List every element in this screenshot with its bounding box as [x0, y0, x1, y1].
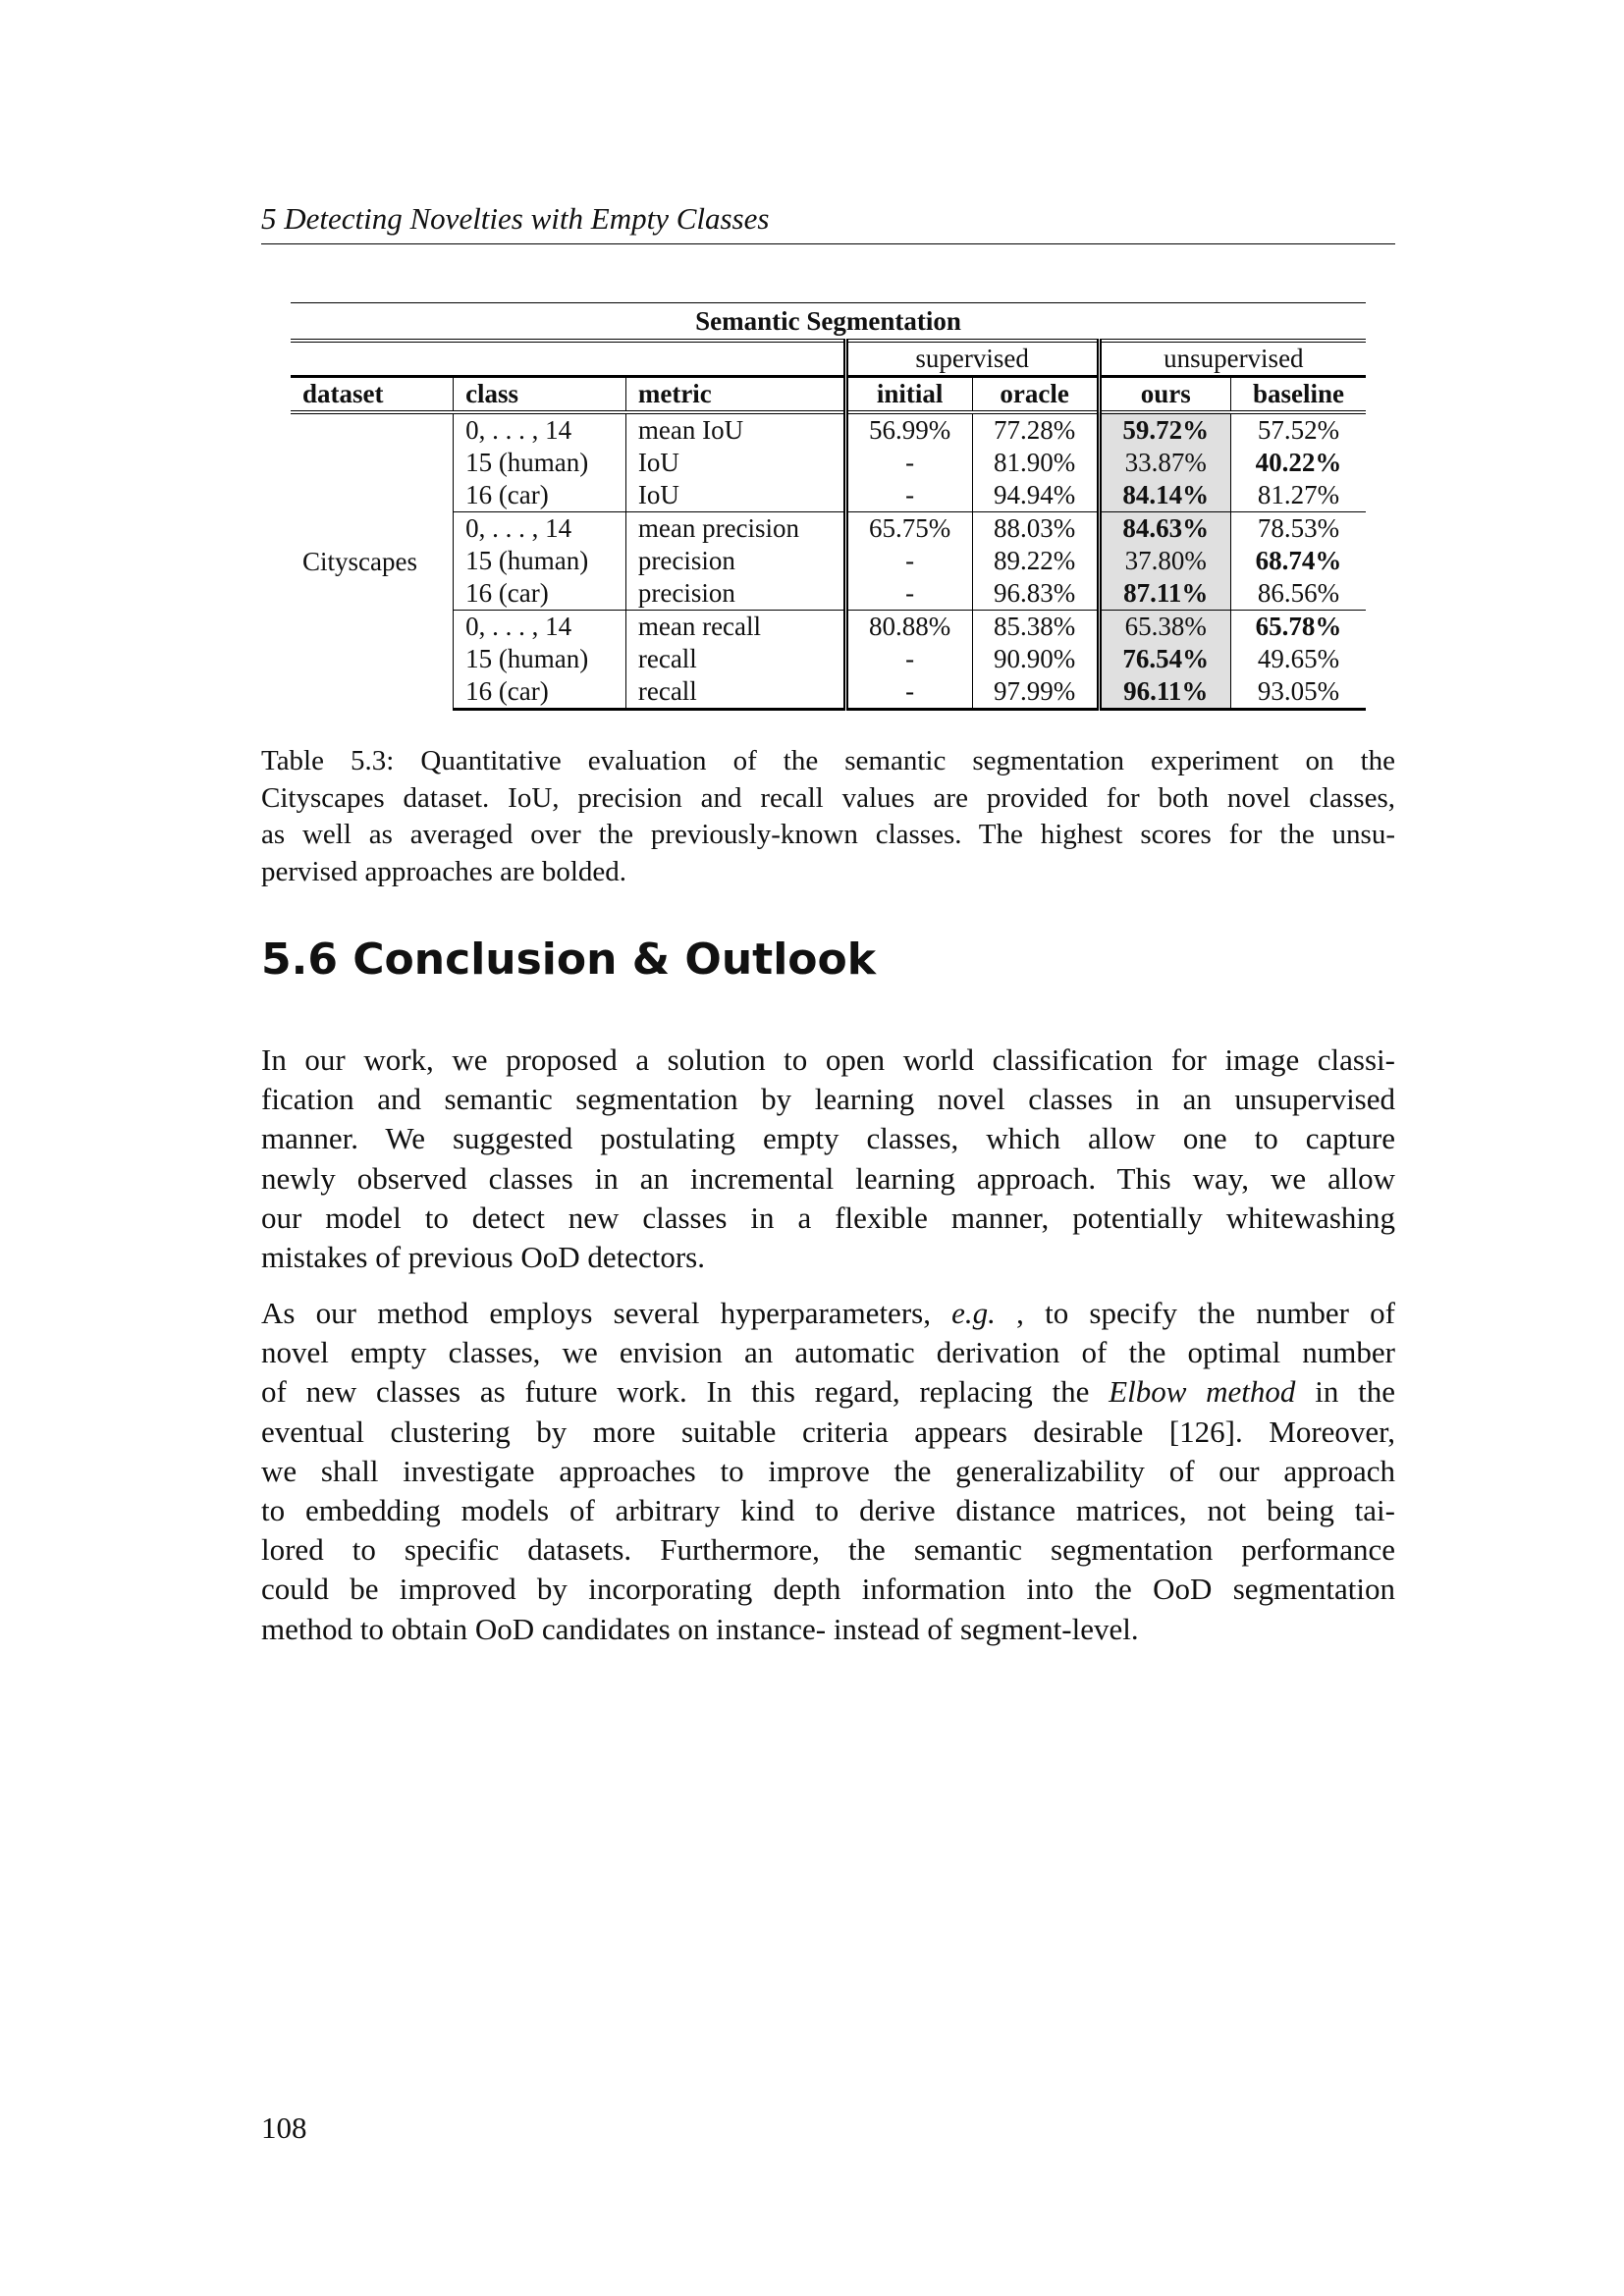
cell-class: 16 (car): [454, 675, 626, 710]
cell-metric: IoU: [625, 479, 845, 512]
cell-initial: -: [845, 577, 972, 611]
text-line: As our method employs several hyperparameters, e.g. , to specify the number of: [261, 1296, 1395, 1330]
cell-baseline: 40.22%: [1255, 448, 1342, 477]
col-class: class: [454, 377, 626, 413]
paragraph-2: [261, 1294, 1395, 1649]
cell-baseline: 68.74%: [1255, 546, 1342, 575]
cell-initial: 56.99%: [845, 412, 972, 447]
cell-class: 16 (car): [454, 577, 626, 611]
cell-initial: -: [845, 675, 972, 710]
text-line: manner. We suggested postulating empty classes, which allow one to capture: [261, 1121, 1395, 1156]
cell-ours: 37.80%: [1099, 545, 1230, 577]
cell-metric: mean IoU: [625, 412, 845, 447]
page-number: 108: [261, 2110, 307, 2145]
cell-baseline: 78.53%: [1230, 512, 1366, 546]
group-unsupervised: unsupervised: [1099, 341, 1366, 377]
cell-ours: 87.11%: [1099, 577, 1230, 611]
cell-oracle: 88.03%: [972, 512, 1099, 546]
cell-metric: IoU: [625, 447, 845, 479]
text-line: could be improved by incorporating depth information into the OoD segmentation: [261, 1572, 1395, 1607]
cell-oracle: 96.83%: [972, 577, 1099, 611]
cell-baseline: 86.56%: [1257, 578, 1340, 608]
cell-ours: 84.14%: [1099, 479, 1230, 512]
cell-initial: -: [845, 643, 972, 675]
header-rule: [261, 243, 1395, 244]
text-line: Table 5.3: Quantitative evaluation of the semantic segmentation experiment on the: [261, 745, 1395, 776]
table-title: Semantic Segmentation: [291, 303, 1366, 342]
text-line: of new classes as future work. In this regard, replacing the Elbow method in the: [261, 1374, 1395, 1410]
cell-metric: precision: [625, 577, 845, 611]
group-supervised: supervised: [845, 341, 1099, 377]
col-baseline: baseline: [1230, 377, 1366, 413]
cell-oracle: 90.90%: [972, 643, 1099, 675]
text-line: we shall investigate approaches to improve the generalizability of our approach: [261, 1453, 1395, 1488]
cell-baseline: 57.52%: [1257, 415, 1340, 445]
text-line: newly observed classes in an incremental learning approach. This way, we allow: [261, 1160, 1395, 1196]
text-line: lored to specific datasets. Furthermore, the semantic segmentation performance: [261, 1532, 1395, 1568]
text-line: Cityscapes dataset. IoU, precision and recall values are provided for both novel classes,: [261, 781, 1395, 814]
cell-class: 0, . . . , 14: [454, 512, 626, 546]
cell-class: 0, . . . , 14: [454, 412, 626, 447]
cell-initial: -: [845, 447, 972, 479]
text-line: eventual clustering by more suitable criteria appears desirable [126]. Moreover,: [261, 1414, 1395, 1449]
cell-baseline: 81.27%: [1257, 480, 1340, 509]
results-table: [291, 302, 1366, 711]
cell-oracle: 89.22%: [972, 545, 1099, 577]
cell-class: 0, . . . , 14: [454, 611, 626, 644]
text-line: as well as averaged over the previously-known classes. The highest scores for the unsu-: [261, 819, 1395, 850]
cell-class: 15 (human): [454, 545, 626, 577]
cell-initial: 80.88%: [845, 611, 972, 644]
cell-metric: precision: [625, 545, 845, 577]
cell-metric: mean recall: [625, 611, 845, 644]
cell-ours: 76.54%: [1099, 643, 1230, 675]
cell-ours: 84.63%: [1099, 512, 1230, 546]
paragraph-1: [261, 1041, 1395, 1277]
text-line: method to obtain OoD candidates on instance- instead of segment-level.: [261, 1611, 1139, 1646]
text-line: In our work, we proposed a solution to open world classification for image classi-: [261, 1042, 1395, 1077]
cell-ours: 59.72%: [1099, 412, 1230, 447]
text-line: our model to detect new classes in a flexible manner, potentially whitewashing: [261, 1200, 1395, 1235]
section-heading: 5.6 Conclusion & Outlook: [261, 934, 876, 985]
cell-oracle: 97.99%: [972, 675, 1099, 710]
running-header: 5 Detecting Novelties with Empty Classes: [261, 201, 770, 236]
table-caption: [261, 743, 1395, 890]
cell-class: 16 (car): [454, 479, 626, 512]
cell-metric: recall: [625, 675, 845, 710]
cell-baseline: 93.05%: [1230, 675, 1366, 710]
cell-ours: 96.11%: [1099, 675, 1230, 710]
cell-ours: 33.87%: [1099, 447, 1230, 479]
cell-oracle: 85.38%: [972, 611, 1099, 644]
cell-baseline: 49.65%: [1257, 644, 1340, 673]
col-initial: initial: [845, 377, 972, 413]
cell-metric: recall: [625, 643, 845, 675]
cell-oracle: 81.90%: [972, 447, 1099, 479]
cell-class: 15 (human): [454, 447, 626, 479]
cell-initial: 65.75%: [845, 512, 972, 546]
text-line: mistakes of previous OoD detectors.: [261, 1240, 705, 1275]
text-line: pervised approaches are bolded.: [261, 855, 627, 887]
cell-ours: 65.38%: [1099, 611, 1230, 644]
text-line: novel empty classes, we envision an automatic derivation of the optimal number: [261, 1335, 1395, 1370]
col-ours: ours: [1099, 377, 1230, 413]
cell-class: 15 (human): [454, 643, 626, 675]
col-dataset: dataset: [291, 377, 454, 413]
cell-oracle: 94.94%: [972, 479, 1099, 512]
cell-oracle: 77.28%: [972, 412, 1099, 447]
dataset-cell: Cityscapes: [291, 412, 454, 710]
cell-metric: mean precision: [625, 512, 845, 546]
cell-initial: -: [845, 545, 972, 577]
table-row: [291, 412, 1366, 447]
cell-initial: -: [845, 479, 972, 512]
text-line: fication and semantic segmentation by learning novel classes in an unsupervised: [261, 1082, 1395, 1117]
col-metric: metric: [625, 377, 845, 413]
cell-baseline: 65.78%: [1230, 611, 1366, 644]
text-line: to embedding models of arbitrary kind to derive distance matrices, not being tai-: [261, 1493, 1395, 1528]
col-oracle: oracle: [972, 377, 1099, 413]
